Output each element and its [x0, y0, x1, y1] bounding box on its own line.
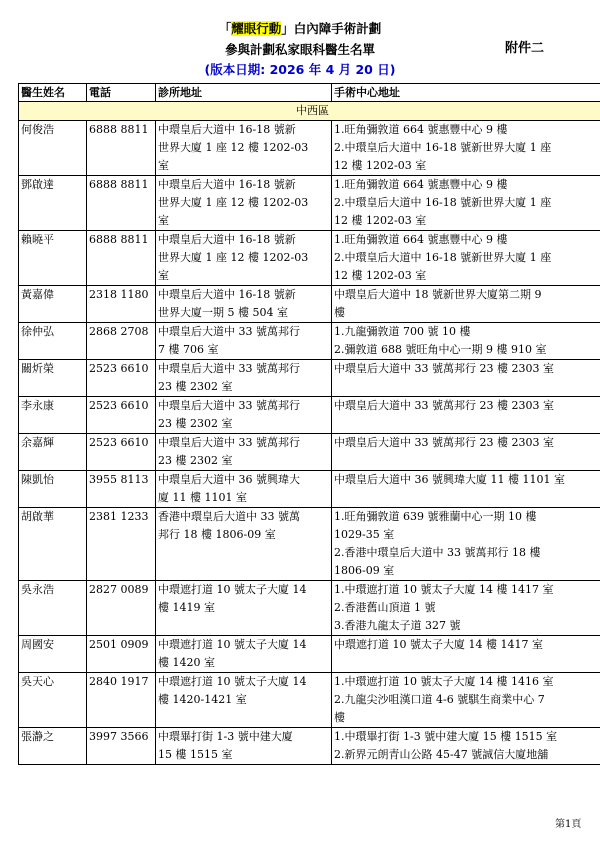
phone-number: 2840 1917 [87, 673, 156, 728]
doctor-name: 黃嘉偉 [19, 286, 87, 323]
phone-number: 2523 6610 [87, 397, 156, 434]
column-header-phone: 電話 [87, 84, 156, 102]
table-header-row [19, 84, 600, 102]
doctor-name: 胡啟華 [19, 508, 87, 581]
address-line: 中環皇后大道中 16-18 號新 [158, 288, 296, 301]
address-line: 中環皇后大道中 33 號萬邦行 [158, 436, 300, 449]
address-line: 中環皇后大道中 36 號興瑋大廈 11 樓 1101 室 [334, 473, 565, 486]
address-line: 1.九龍彌敦道 700 號 10 樓 [334, 325, 471, 338]
address-line: 廈 11 樓 1101 室 [158, 491, 247, 504]
doctor-name: 吳永浩 [19, 581, 87, 636]
address-line: 邦行 18 樓 1806-09 室 [158, 528, 276, 541]
surgery-center-address [332, 286, 600, 323]
table-row [19, 176, 600, 231]
surgery-center-address [332, 176, 600, 231]
address-line: 23 樓 2302 室 [158, 417, 233, 430]
address-line: 23 樓 2302 室 [158, 380, 233, 393]
address-line: 樓 1419 室 [158, 601, 215, 614]
surgery-center-address [332, 121, 600, 176]
phone-number: 2523 6610 [87, 434, 156, 471]
address-line: 世界大廈一期 5 樓 504 室 [158, 306, 288, 319]
address-line: 23 樓 2302 室 [158, 454, 233, 467]
address-line: 室 [158, 269, 169, 282]
title-rest: 」白內障手術計劃 [281, 21, 382, 36]
address-line: 2.新界元朗青山公路 45-47 號誠信大廈地舖 [334, 748, 549, 761]
clinic-address [156, 636, 332, 673]
table-row [19, 286, 600, 323]
address-line: 世界大廈 1 座 12 樓 1202-03 [158, 141, 309, 154]
clinic-address [156, 471, 332, 508]
phone-number: 6888 8811 [87, 176, 156, 231]
surgery-center-address [332, 636, 600, 673]
clinic-address [156, 360, 332, 397]
region-label: 中西區 [19, 102, 600, 121]
address-line: 1.旺角彌敦道 664 號惠豐中心 9 樓 [334, 123, 508, 136]
address-line: 中環皇后大道中 36 號興瑋大 [158, 473, 300, 486]
table-row [19, 121, 600, 176]
doctor-name: 張瀞之 [19, 728, 87, 765]
table-row [19, 728, 600, 765]
table-row [19, 360, 600, 397]
address-line: 中環皇后大道中 16-18 號新 [158, 123, 296, 136]
address-line: 中環皇后大道中 18 號新世界大廈第二期 9 [334, 288, 542, 301]
clinic-address [156, 508, 332, 581]
surgery-center-address [332, 471, 600, 508]
address-line: 樓 1420-1421 室 [158, 693, 247, 706]
table-row [19, 508, 600, 581]
table-row [19, 397, 600, 434]
document-subtitle: 參與計劃私家眼科醫生名單 [224, 42, 375, 57]
surgery-center-address [332, 397, 600, 434]
address-line: 1.旺角彌敦道 664 號惠豐中心 9 樓 [334, 178, 508, 191]
address-line: 中環皇后大道中 16-18 號新 [158, 233, 296, 246]
address-line: 1.旺角彌敦道 664 號惠豐中心 9 樓 [334, 233, 508, 246]
doctor-name: 吳天心 [19, 673, 87, 728]
address-line: 中環遮打道 10 號太子大廈 14 [158, 675, 307, 688]
address-line: 樓 1420 室 [158, 656, 215, 669]
surgery-center-address [332, 360, 600, 397]
address-line: 12 樓 1202-03 室 [334, 214, 427, 227]
table-row [19, 471, 600, 508]
address-line: 2.彌敦道 688 號旺角中心一期 9 樓 910 室 [334, 343, 547, 356]
annex-label: 附件二 [505, 41, 545, 56]
address-line: 2.香港中環皇后大道中 33 號萬邦行 18 樓 [334, 546, 541, 559]
region-row [19, 102, 600, 121]
address-line: 12 樓 1202-03 室 [334, 159, 427, 172]
doctor-name: 關炘榮 [19, 360, 87, 397]
phone-number: 6888 8811 [87, 121, 156, 176]
doctor-name: 余嘉輝 [19, 434, 87, 471]
address-line: 2.中環皇后大道中 16-18 號新世界大廈 1 座 [334, 196, 552, 209]
column-header-clinic: 診所地址 [156, 84, 332, 102]
address-line: 2.中環皇后大道中 16-18 號新世界大廈 1 座 [334, 251, 552, 264]
phone-number: 2523 6610 [87, 360, 156, 397]
address-line: 中環遮打道 10 號太子大廈 14 樓 1417 室 [334, 638, 543, 651]
address-line: 中環皇后大道中 33 號萬邦行 23 樓 2303 室 [334, 399, 554, 412]
address-line: 中環遮打道 10 號太子大廈 14 [158, 638, 307, 651]
doctor-name: 何俊浩 [19, 121, 87, 176]
version-date: (版本日期: 2026 年 4 月 20 日) [204, 62, 396, 77]
surgery-center-address [332, 231, 600, 286]
doctor-table [18, 83, 600, 765]
clinic-address [156, 286, 332, 323]
phone-number: 2381 1233 [87, 508, 156, 581]
address-line: 3.香港九龍太子道 327 號 [334, 619, 461, 632]
address-line: 中環畢打街 1-3 號中建大廈 [158, 730, 293, 743]
address-line: 中環皇后大道中 33 號萬邦行 [158, 362, 300, 375]
address-line: 世界大廈 1 座 12 樓 1202-03 [158, 251, 309, 264]
clinic-address [156, 673, 332, 728]
address-line: 2.九龍尖沙咀漢口道 4-6 號騏生商業中心 7 [334, 693, 545, 706]
phone-number: 6888 8811 [87, 231, 156, 286]
document-title [0, 18, 600, 39]
address-line: 1.中環遮打道 10 號太子大廈 14 樓 1416 室 [334, 675, 554, 688]
address-line: 中環皇后大道中 33 號萬邦行 [158, 399, 300, 412]
address-line: 1.中環遮打道 10 號太子大廈 14 樓 1417 室 [334, 583, 554, 596]
address-line: 2.香港舊山頂道 1 號 [334, 601, 436, 614]
address-line: 中環皇后大道中 33 號萬邦行 23 樓 2303 室 [334, 436, 554, 449]
address-line: 香港中環皇后大道中 33 號萬 [158, 510, 300, 523]
doctor-name: 鄧啟達 [19, 176, 87, 231]
clinic-address [156, 323, 332, 360]
table-row [19, 231, 600, 286]
phone-number: 2827 0089 [87, 581, 156, 636]
address-line: 7 樓 706 室 [158, 343, 219, 356]
phone-number: 3997 3566 [87, 728, 156, 765]
surgery-center-address [332, 508, 600, 581]
address-line: 世界大廈 1 座 12 樓 1202-03 [158, 196, 309, 209]
clinic-address [156, 728, 332, 765]
doctor-name: 周國安 [19, 636, 87, 673]
phone-number: 3955 8113 [87, 471, 156, 508]
table-row [19, 434, 600, 471]
page-number: 第1頁 [555, 819, 582, 830]
address-line: 1806-09 室 [334, 564, 395, 577]
surgery-center-address [332, 728, 600, 765]
clinic-address [156, 581, 332, 636]
address-line: 中環皇后大道中 16-18 號新 [158, 178, 296, 191]
address-line: 中環遮打道 10 號太子大廈 14 [158, 583, 307, 596]
column-header-name: 醫生姓名 [19, 84, 87, 102]
table-row [19, 323, 600, 360]
clinic-address [156, 397, 332, 434]
address-line: 室 [158, 214, 169, 227]
table-row [19, 673, 600, 728]
surgery-center-address [332, 581, 600, 636]
address-line: 12 樓 1202-03 室 [334, 269, 427, 282]
address-line: 樓 [334, 711, 345, 724]
address-line: 2.中環皇后大道中 16-18 號新世界大廈 1 座 [334, 141, 552, 154]
address-line: 1.旺角彌敦道 639 號雅蘭中心一期 10 樓 [334, 510, 537, 523]
doctor-name: 徐仲弘 [19, 323, 87, 360]
address-line: 中環皇后大道中 33 號萬邦行 [158, 325, 300, 338]
address-line: 15 樓 1515 室 [158, 748, 233, 761]
address-line: 1.中環畢打街 1-3 號中建大廈 15 樓 1515 室 [334, 730, 558, 743]
column-header-surgery: 手術中心地址 [332, 84, 600, 102]
table-row [19, 636, 600, 673]
surgery-center-address [332, 673, 600, 728]
title-highlight: 耀眼行動 [231, 21, 282, 36]
surgery-center-address [332, 434, 600, 471]
address-line: 樓 [334, 306, 345, 319]
title-quote-open: 「 [218, 21, 232, 36]
clinic-address [156, 434, 332, 471]
clinic-address [156, 231, 332, 286]
address-line: 1029-35 室 [334, 528, 395, 541]
doctor-name: 陳凱怡 [19, 471, 87, 508]
doctor-name: 李永康 [19, 397, 87, 434]
doctor-name: 賴曉平 [19, 231, 87, 286]
address-line: 室 [158, 159, 169, 172]
phone-number: 2868 2708 [87, 323, 156, 360]
phone-number: 2501 0909 [87, 636, 156, 673]
clinic-address [156, 176, 332, 231]
phone-number: 2318 1180 [87, 286, 156, 323]
table-row [19, 581, 600, 636]
clinic-address [156, 121, 332, 176]
surgery-center-address [332, 323, 600, 360]
address-line: 中環皇后大道中 33 號萬邦行 23 樓 2303 室 [334, 362, 554, 375]
